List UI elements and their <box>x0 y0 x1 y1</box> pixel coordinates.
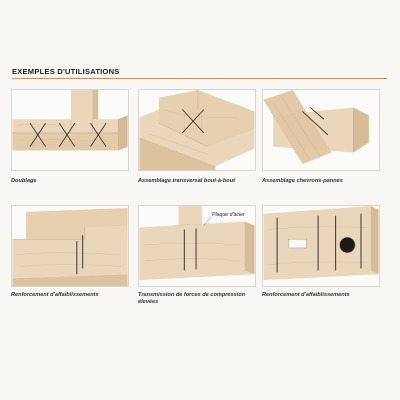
caption-transmission-forces: Transmission de forces de compression élevées <box>138 292 246 305</box>
caption-assemblage-transversal: Assemblage transversal bout-à-bout <box>138 178 235 184</box>
illustration-chevrons-pannes <box>262 89 380 171</box>
caption-doublage: Doublage <box>11 178 37 184</box>
illustration-doublage <box>11 89 129 171</box>
caption-renforcement-1: Renforcement d'affaiblissements <box>11 292 99 298</box>
illustration-assemblage-transversal <box>138 89 256 171</box>
illustration-renforcement-entaille <box>11 205 129 287</box>
callout-plaque-acier: Plaque d'acier <box>212 212 245 218</box>
section-title: EXEMPLES D'UTILISATIONS <box>12 67 120 76</box>
illustration-renforcement-percage <box>262 205 380 287</box>
caption-chevrons-pannes: Assemblage chevrons-pannes <box>262 178 343 184</box>
caption-renforcement-2: Renforcement d'affaiblissements <box>262 292 350 298</box>
title-rule <box>12 78 387 79</box>
